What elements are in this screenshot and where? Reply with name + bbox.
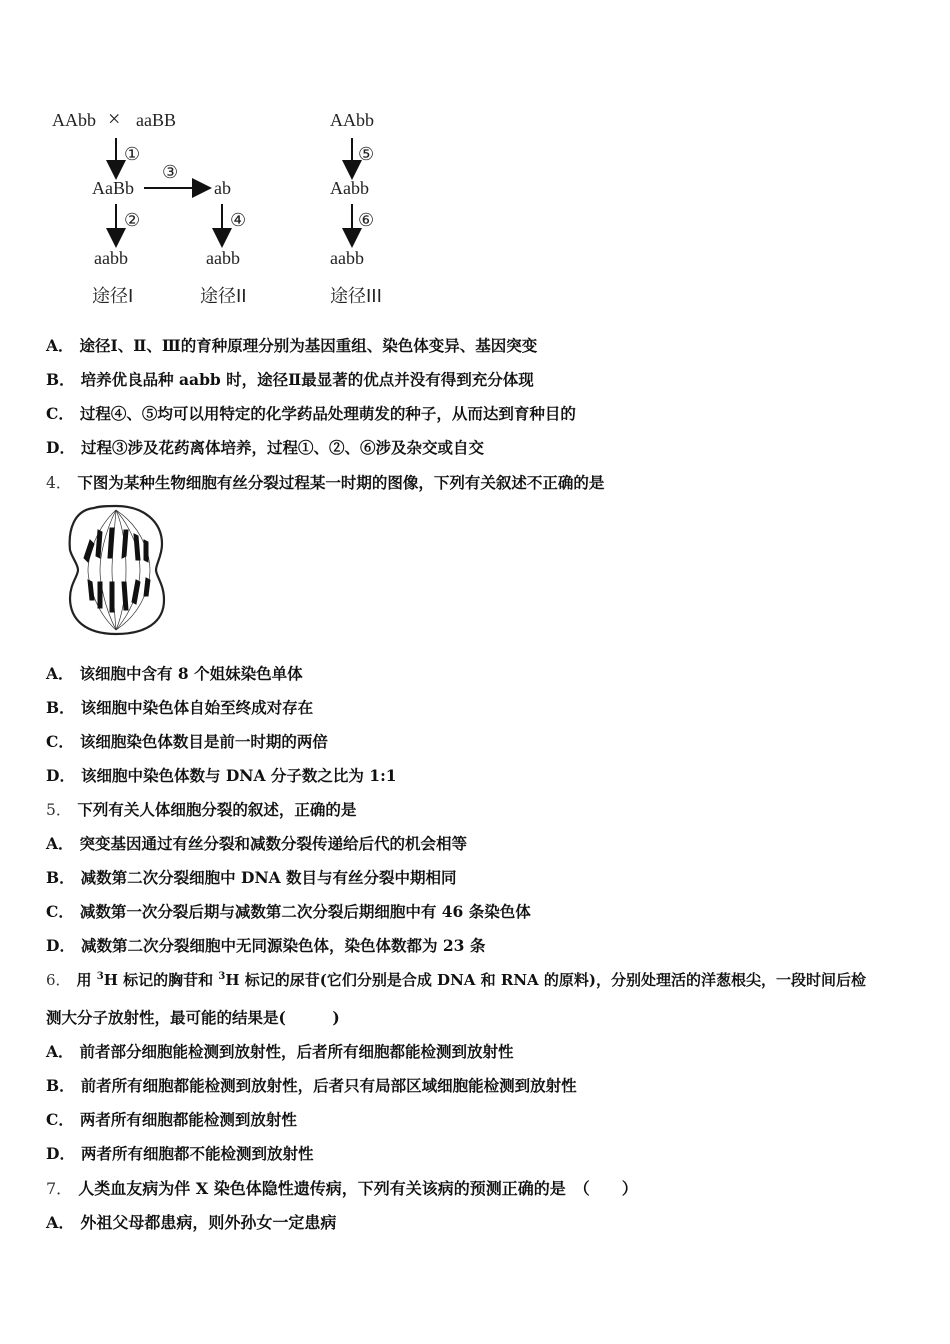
q6-option-c: C． 两者所有细胞都能检测到放射性: [46, 1110, 297, 1129]
result-pathway3: aabb: [330, 248, 364, 268]
q5-option-c: C． 减数第一次分裂后期与减数第二次分裂后期细胞中有 46 条染色体: [46, 902, 531, 921]
q5-option-b: B． 减数第二次分裂细胞中 DNA 数目与有丝分裂中期相同: [46, 868, 457, 887]
label-pathway2: 途径II: [200, 286, 247, 307]
q3-option-c: C． 过程④、⑤均可以用特定的化学药品处理萌发的种子，从而达到育种目的: [46, 404, 576, 423]
step5-label: ⑤: [358, 144, 375, 164]
step3-label: ③: [162, 162, 179, 182]
q5-option-d: D． 减数第二次分裂细胞中无同源染色体，染色体数都为 23 条: [46, 936, 486, 955]
q5-stem: 5． 下列有关人体细胞分裂的叙述，正确的是: [46, 800, 357, 819]
q3-option-a: A． 途径Ⅰ、Ⅱ、Ⅲ的育种原理分别为基因重组、染色体变异、基因突变: [46, 336, 538, 355]
q6-option-a: A． 前者部分细胞能检测到放射性，后者所有细胞都能检测到放射性: [46, 1042, 514, 1061]
q7-stem: 7． 人类血友病为伴 X 染色体隐性遗传病，下列有关该病的预测正确的是 （ ）: [46, 1179, 638, 1198]
q3-option-d: D． 过程③涉及花药离体培养，过程①、②、⑥涉及杂交或自交: [46, 438, 484, 457]
q4-stem: 4． 下图为某种生物细胞有丝分裂过程某一时期的图像，下列有关叙述不正确的是: [46, 473, 605, 492]
parent-aabb-left: AAbb: [52, 110, 96, 130]
q3-option-b: B． 培养优良品种 aabb 时，途径Ⅱ最显著的优点并没有得到充分体现: [46, 370, 534, 389]
parent-aabb-right: aaBB: [136, 110, 176, 130]
q5-option-a: A． 突变基因通过有丝分裂和减数分裂传递给后代的机会相等: [46, 834, 468, 853]
q6-stem-line2: 测大分子放射性，最可能的结果是( ): [46, 1008, 340, 1027]
q6-stem: 6． 用 $^3$H 标记的胸苷和 $^3$H 标记的尿苷(它们分别是合成 DNA 和 RNA 的原料)，分别处理活的洋葱根尖，一段时间后检: [46, 971, 866, 989]
f1-genotype: AaBb: [92, 178, 134, 198]
q4-option-d: D． 该细胞中染色体数与 DNA 分子数之比为 1:1: [46, 766, 397, 785]
breeding-diagram-svg: [40, 100, 440, 320]
q6-option-d: D． 两者所有细胞都不能检测到放射性: [46, 1144, 314, 1163]
breeding-pathway-diagram: [40, 100, 440, 320]
step4-label: ④: [230, 210, 247, 230]
step6-label: ⑥: [358, 210, 375, 230]
pathway3-mid: Aabb: [330, 178, 369, 198]
label-pathway1: 途径I: [92, 286, 134, 307]
q4-option-c: C． 该细胞染色体数目是前一时期的两倍: [46, 732, 328, 751]
cross-symbol: ×: [108, 106, 121, 131]
label-pathway3: 途径III: [330, 286, 382, 307]
gamete-genotype: ab: [214, 178, 231, 198]
mitosis-cell-svg: [64, 500, 168, 640]
result-pathway1: aabb: [94, 248, 128, 268]
q4-option-a: A． 该细胞中含有 8 个姐妹染色单体: [46, 664, 303, 683]
q7-option-a: A． 外祖父母都患病，则外孙女一定患病: [46, 1213, 337, 1232]
result-pathway2: aabb: [206, 248, 240, 268]
q6-option-b: B． 前者所有细胞都能检测到放射性，后者只有局部区域细胞能检测到放射性: [46, 1076, 577, 1095]
step2-label: ②: [124, 210, 141, 230]
mitosis-cell-figure: [64, 500, 168, 640]
step1-label: ①: [124, 144, 141, 164]
pathway3-parent: AAbb: [330, 110, 374, 130]
q4-option-b: B． 该细胞中染色体自始至终成对存在: [46, 698, 314, 717]
